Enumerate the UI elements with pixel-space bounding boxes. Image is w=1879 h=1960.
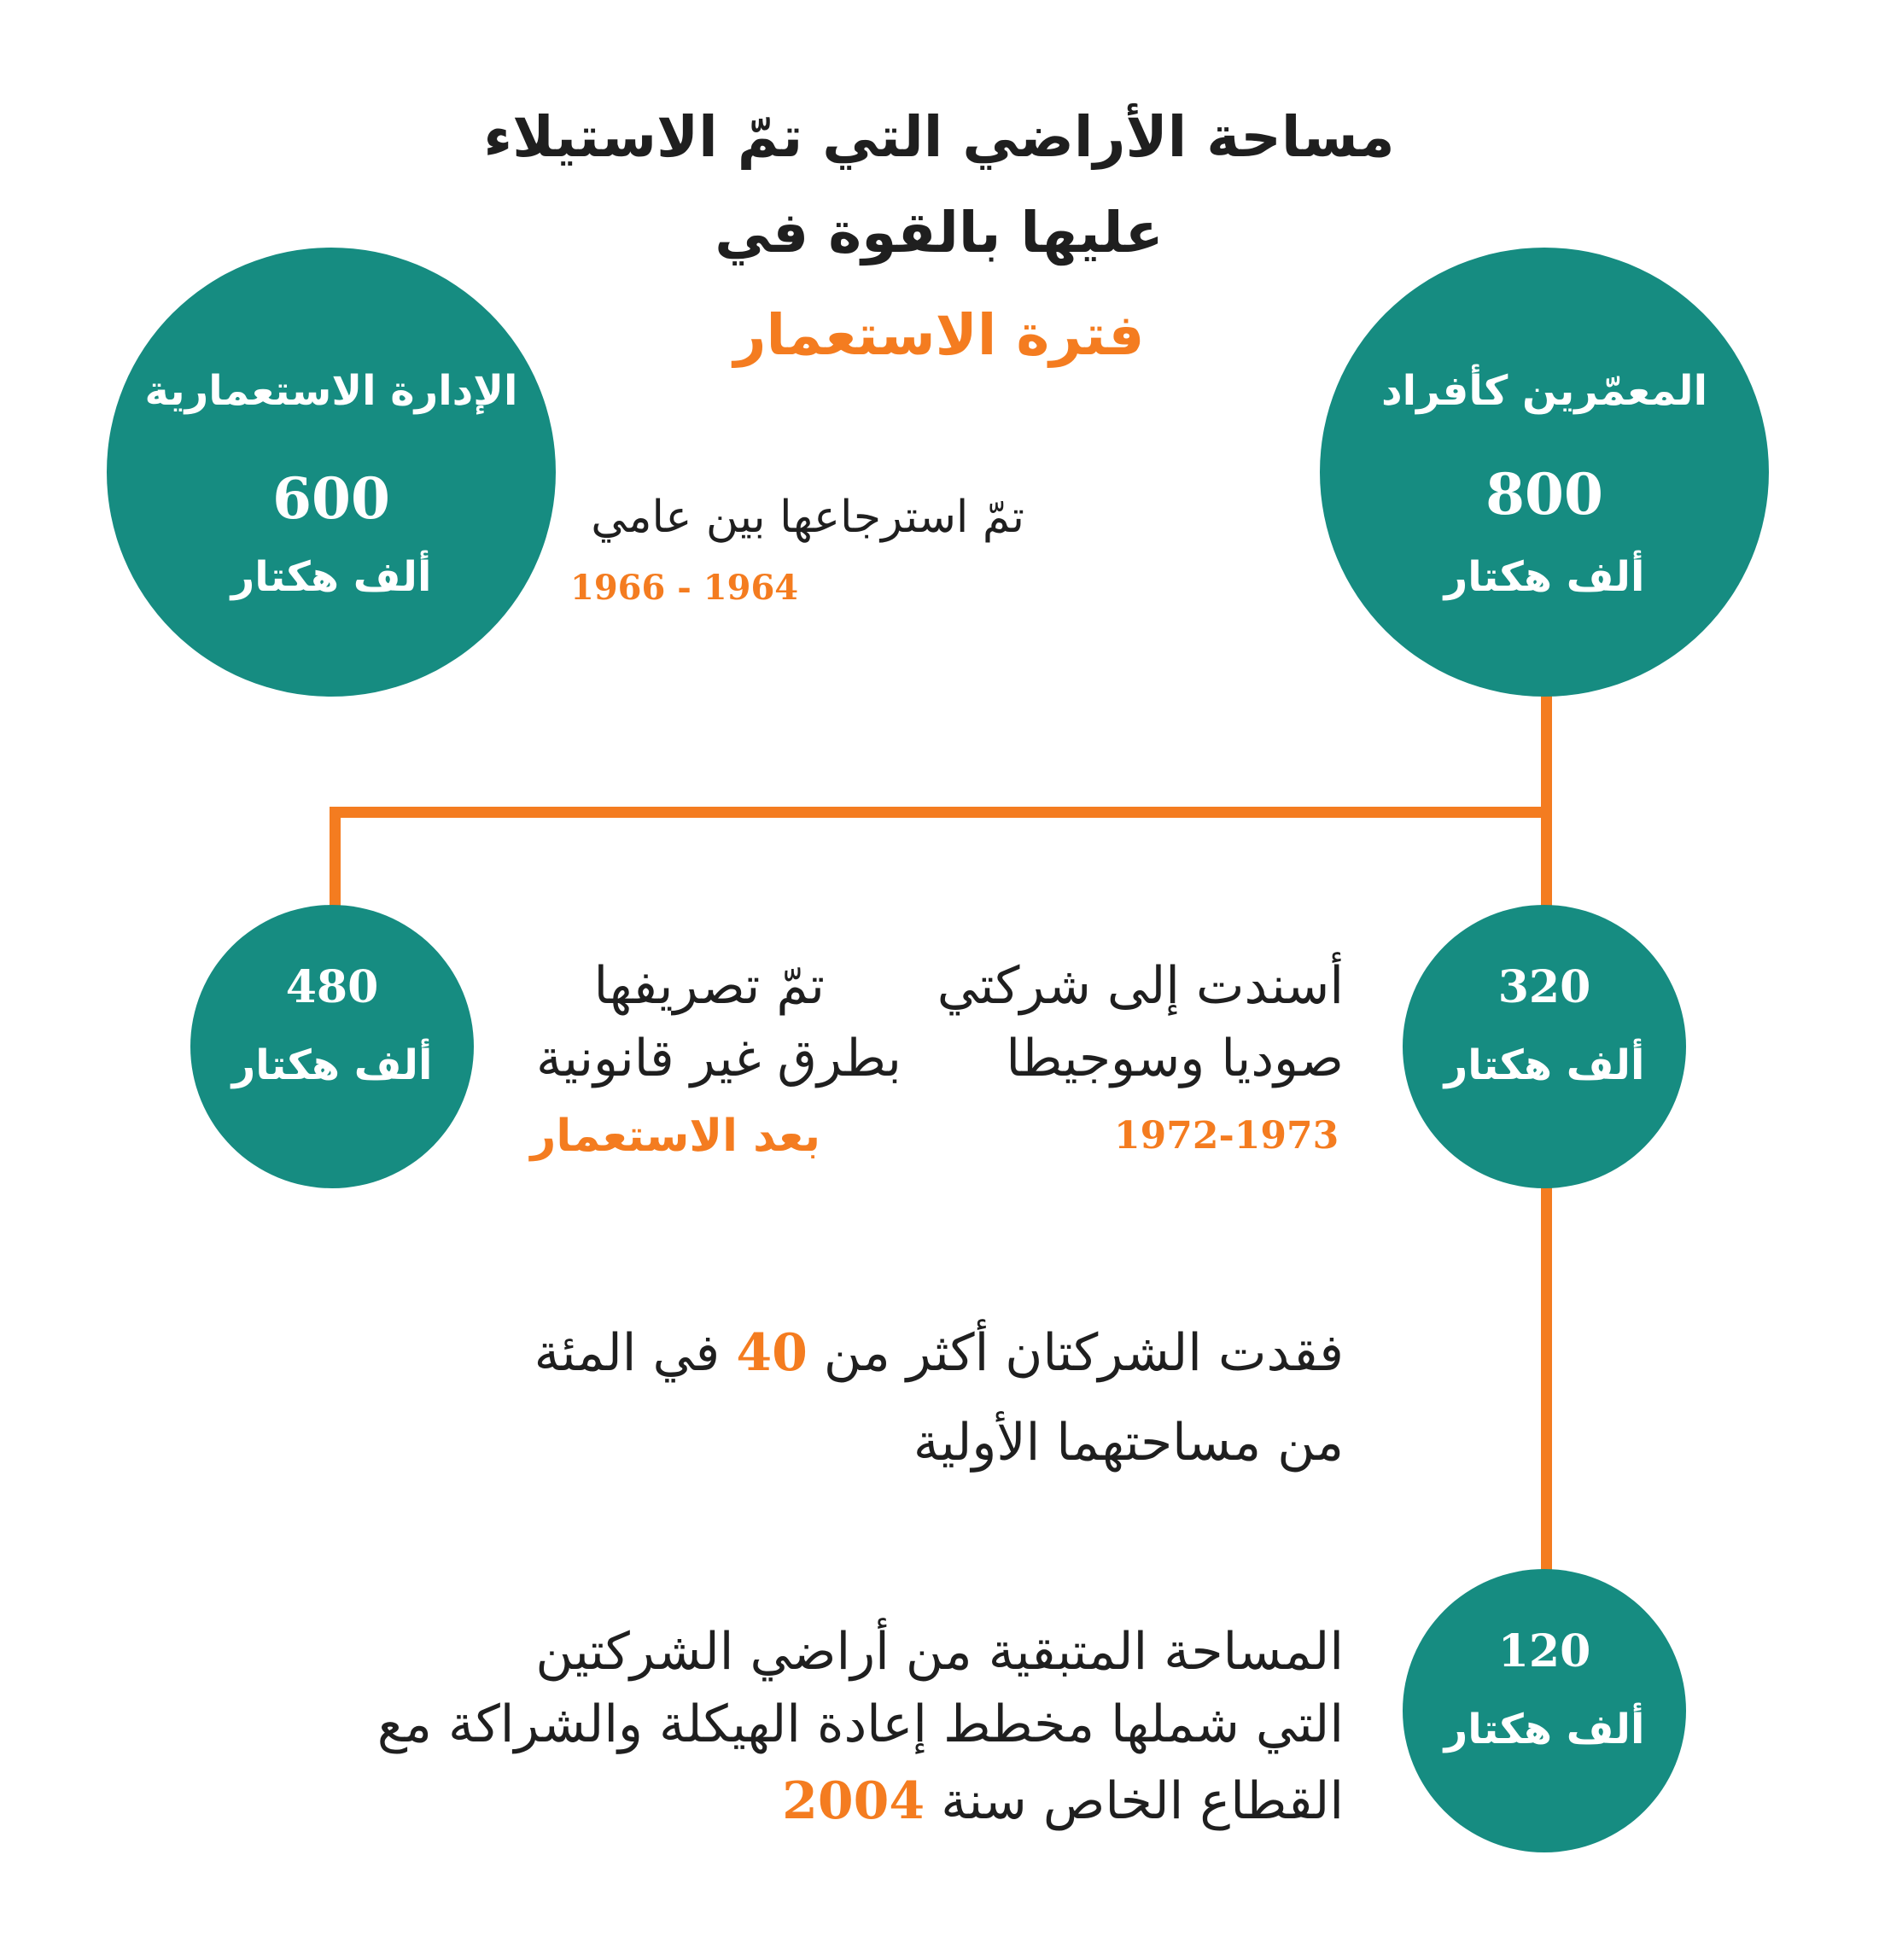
companies-years: 1972-1973: [1114, 1114, 1339, 1158]
connector-horizontal: [330, 807, 1552, 818]
remaining-unit: ألف هكتار: [1444, 1706, 1645, 1753]
illegal-line-2: بطرق غير قانونية: [536, 1029, 902, 1088]
administration-label: الإدارة الاستعمارية: [144, 367, 518, 415]
loss-text-before: فقدت الشركتان أكثر من: [823, 1323, 1344, 1383]
connector-vertical-top: [1541, 696, 1552, 909]
companies-value: 320: [1497, 961, 1591, 1013]
remaining-line-2: التي شملها مخطط إعادة الهيكلة والشراكة مع: [376, 1695, 1344, 1754]
remaining-year: 2004: [782, 1771, 925, 1831]
loss-text-after: في المئة: [534, 1323, 721, 1383]
loss-line-1: [534, 1323, 1344, 1383]
administration-unit: ألف هكتار: [230, 553, 432, 601]
settlers-unit: ألف هكتار: [1444, 553, 1645, 601]
remaining-text-before: القطاع الخاص سنة: [941, 1771, 1344, 1831]
remaining-line-3: [782, 1771, 1344, 1831]
title-line-2: عليها بالقوة في: [715, 200, 1164, 265]
illegal-line-1: تمّ تصريفها: [593, 956, 825, 1016]
remaining-line-1: المساحة المتبقية من أراضي الشركتين: [535, 1622, 1344, 1682]
connector-vertical-bottom: [1541, 1187, 1552, 1571]
settlers-label: المعمّرين كأفراد: [1380, 367, 1708, 415]
settlers-circle: [1320, 248, 1769, 697]
illegal-unit: ألف هكتار: [231, 1041, 433, 1089]
title-line-1: مساحة الأراضي التي تمّ الاستيلاء: [483, 104, 1395, 170]
loss-line-2: من مساحتهما الأولية: [913, 1413, 1344, 1473]
recovered-text: تمّ استرجاعها بين عامي: [591, 492, 1024, 543]
companies-unit: ألف هكتار: [1444, 1041, 1645, 1089]
illegal-circle: [190, 905, 474, 1188]
administration-value: 600: [272, 465, 390, 532]
illegal-line-3: بعد الاستعمار: [530, 1111, 820, 1162]
remaining-value: 120: [1497, 1625, 1591, 1677]
administration-circle: [107, 248, 556, 697]
title-line-3: فترة الاستعمار: [733, 302, 1145, 368]
loss-number: 40: [736, 1323, 808, 1383]
remaining-circle: [1403, 1569, 1686, 1852]
illegal-value: 480: [285, 961, 379, 1013]
companies-circle: [1403, 905, 1686, 1188]
companies-line-1: أسندت إلى شركتي: [937, 956, 1344, 1016]
companies-line-2: صوديا وسوجيطا: [1006, 1029, 1344, 1088]
connector-left-drop: [330, 807, 341, 909]
settlers-value: 800: [1485, 461, 1603, 528]
recovered-years: 1966 - 1964: [570, 568, 799, 608]
